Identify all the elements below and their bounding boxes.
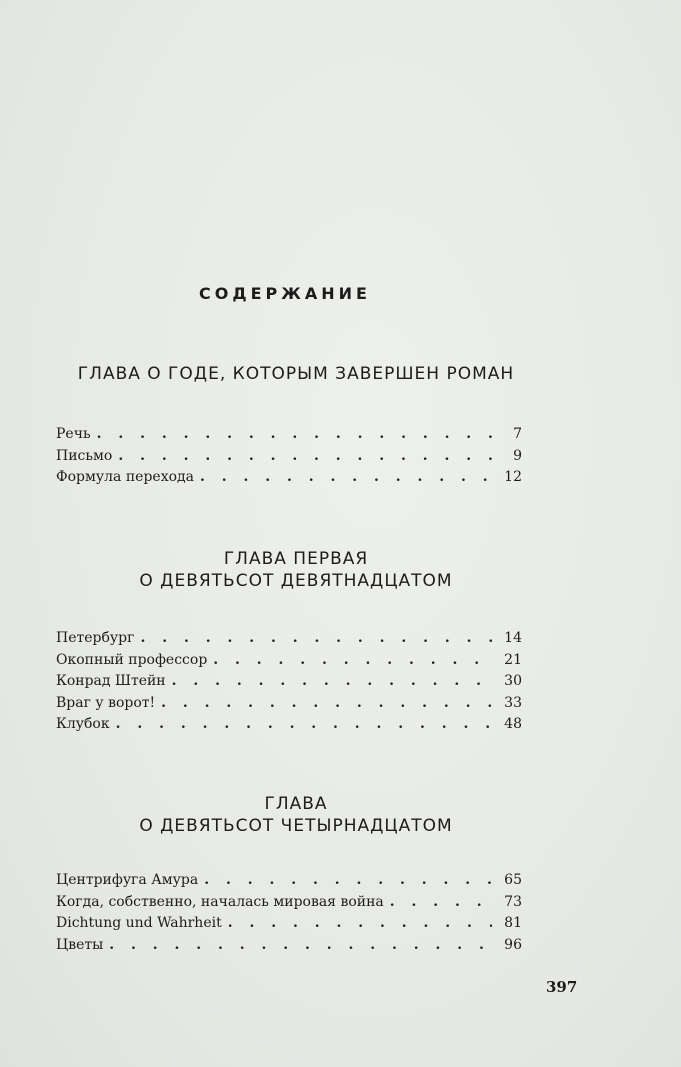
section-heading-line: ГЛАВА [264, 794, 328, 814]
toc-entry[interactable] [56, 628, 522, 650]
contents-title: СОДЕРЖАНИЕ [199, 284, 371, 303]
entry-page: 30 [504, 673, 522, 689]
entry-title: Формула перехода [56, 469, 194, 485]
toc-list-2 [56, 628, 522, 736]
entry-title: Окопный профессор [56, 651, 208, 668]
dot-leader [213, 650, 492, 672]
section-heading-1 [0, 363, 592, 385]
entry-title: Цветы [56, 936, 104, 953]
section-heading-2 [0, 548, 592, 592]
entry-title: Петербург [56, 630, 135, 646]
entry-title: Враг у ворот! [56, 694, 156, 711]
entry-page: 33 [504, 694, 522, 711]
toc-entry[interactable] [56, 935, 522, 957]
entry-title: Когда, собственно, началась мировая война [56, 893, 384, 910]
entry-page: 14 [504, 630, 522, 646]
entry-title: Центрифуга Амура [56, 872, 199, 888]
entry-page: 7 [513, 426, 522, 442]
section-heading-line: О ДЕВЯТЬСОТ ЧЕТЫРНАДЦАТОМ [139, 816, 453, 836]
entry-page: 81 [504, 915, 522, 931]
page-number: 397 [546, 978, 578, 996]
entry-title: Конрад Штейн [56, 673, 166, 689]
toc-entry[interactable] [56, 467, 522, 489]
toc-entry[interactable] [56, 671, 522, 693]
toc-list-1 [56, 424, 522, 489]
dot-leader [118, 446, 492, 468]
entry-page: 96 [504, 936, 522, 953]
toc-list-3 [56, 870, 522, 956]
section-heading-line: ГЛАВА О ГОДЕ, КОТОРЫМ ЗАВЕРШЕН РОМАН [77, 364, 515, 384]
section-heading-line: ГЛАВА ПЕРВАЯ [223, 549, 369, 569]
dot-leader [161, 693, 492, 715]
entry-title: Письмо [56, 447, 113, 464]
toc-entry[interactable] [56, 892, 522, 914]
entry-page: 12 [504, 469, 522, 485]
entry-title: Клубок [56, 716, 110, 732]
entry-title: Dichtung und Wahrheit [56, 915, 222, 931]
entry-page: 9 [513, 447, 522, 464]
dot-leader [228, 913, 492, 935]
toc-entry[interactable] [56, 714, 522, 736]
toc-entry[interactable] [56, 446, 522, 468]
toc-entry[interactable] [56, 424, 522, 446]
dot-leader [116, 714, 492, 736]
toc-entry[interactable] [56, 913, 522, 935]
entry-page: 65 [504, 872, 522, 888]
entry-title: Речь [56, 426, 91, 442]
toc-entry[interactable] [56, 870, 522, 892]
dot-leader [204, 870, 492, 892]
entry-page: 73 [504, 893, 522, 910]
dot-leader [390, 892, 492, 914]
section-heading-3 [0, 793, 592, 837]
dot-leader [200, 467, 492, 489]
entry-page: 21 [504, 651, 522, 668]
dot-leader [109, 935, 492, 957]
toc-entry[interactable] [56, 693, 522, 715]
dot-leader [172, 671, 492, 693]
section-heading-line: О ДЕВЯТЬСОТ ДЕВЯТНАДЦАТОМ [139, 571, 453, 591]
dot-leader [140, 628, 492, 650]
entry-page: 48 [504, 716, 522, 732]
dot-leader [97, 424, 492, 446]
toc-entry[interactable] [56, 650, 522, 672]
